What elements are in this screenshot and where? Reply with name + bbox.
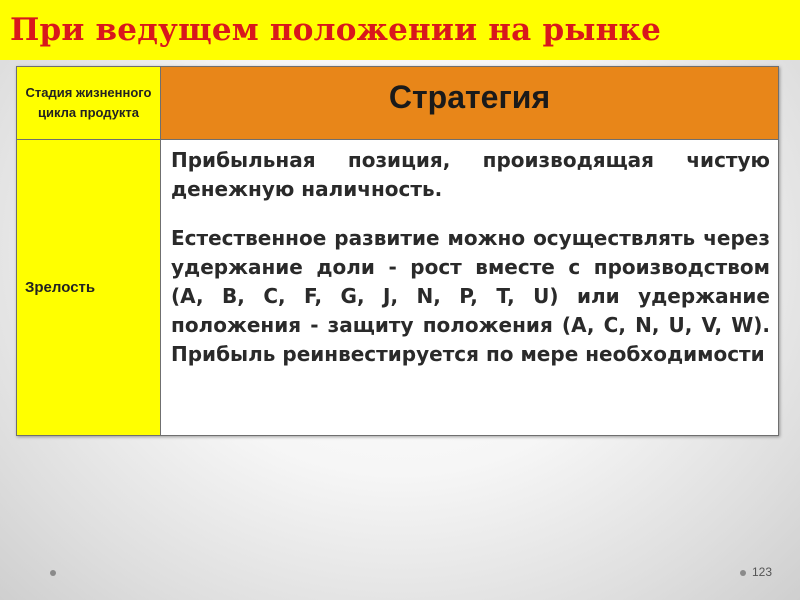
footer-dot-right (740, 570, 746, 576)
strategy-table (16, 66, 779, 436)
stage-cell: Зрелость (17, 140, 161, 436)
strategy-paragraph: Естественное развитие можно осуществлять через удержание доли - рост вместе с производством (A, B, C, F, G, J, N, P, T, U) или удержание положения - защиту положения (A, C, N, U, V, W). Прибыль реинвестируется по мере необходимости (171, 226, 770, 366)
slide-title: При ведущем положении на рынке (10, 12, 662, 48)
header-stage-cell: Стадия жизненного цикла продукта (17, 67, 161, 140)
header-strategy-cell (161, 67, 779, 140)
header-strategy-label: Стратегия (388, 79, 551, 115)
page-number: 123 (752, 565, 773, 579)
strategy-cell (161, 140, 779, 436)
strategy-paragraph: Прибыльная позиция, производящая чистую денежную наличность. (171, 148, 770, 201)
title-bar (0, 0, 800, 60)
footer-dot-left (50, 570, 56, 576)
table-header-row (17, 67, 779, 140)
table-row (17, 140, 779, 436)
